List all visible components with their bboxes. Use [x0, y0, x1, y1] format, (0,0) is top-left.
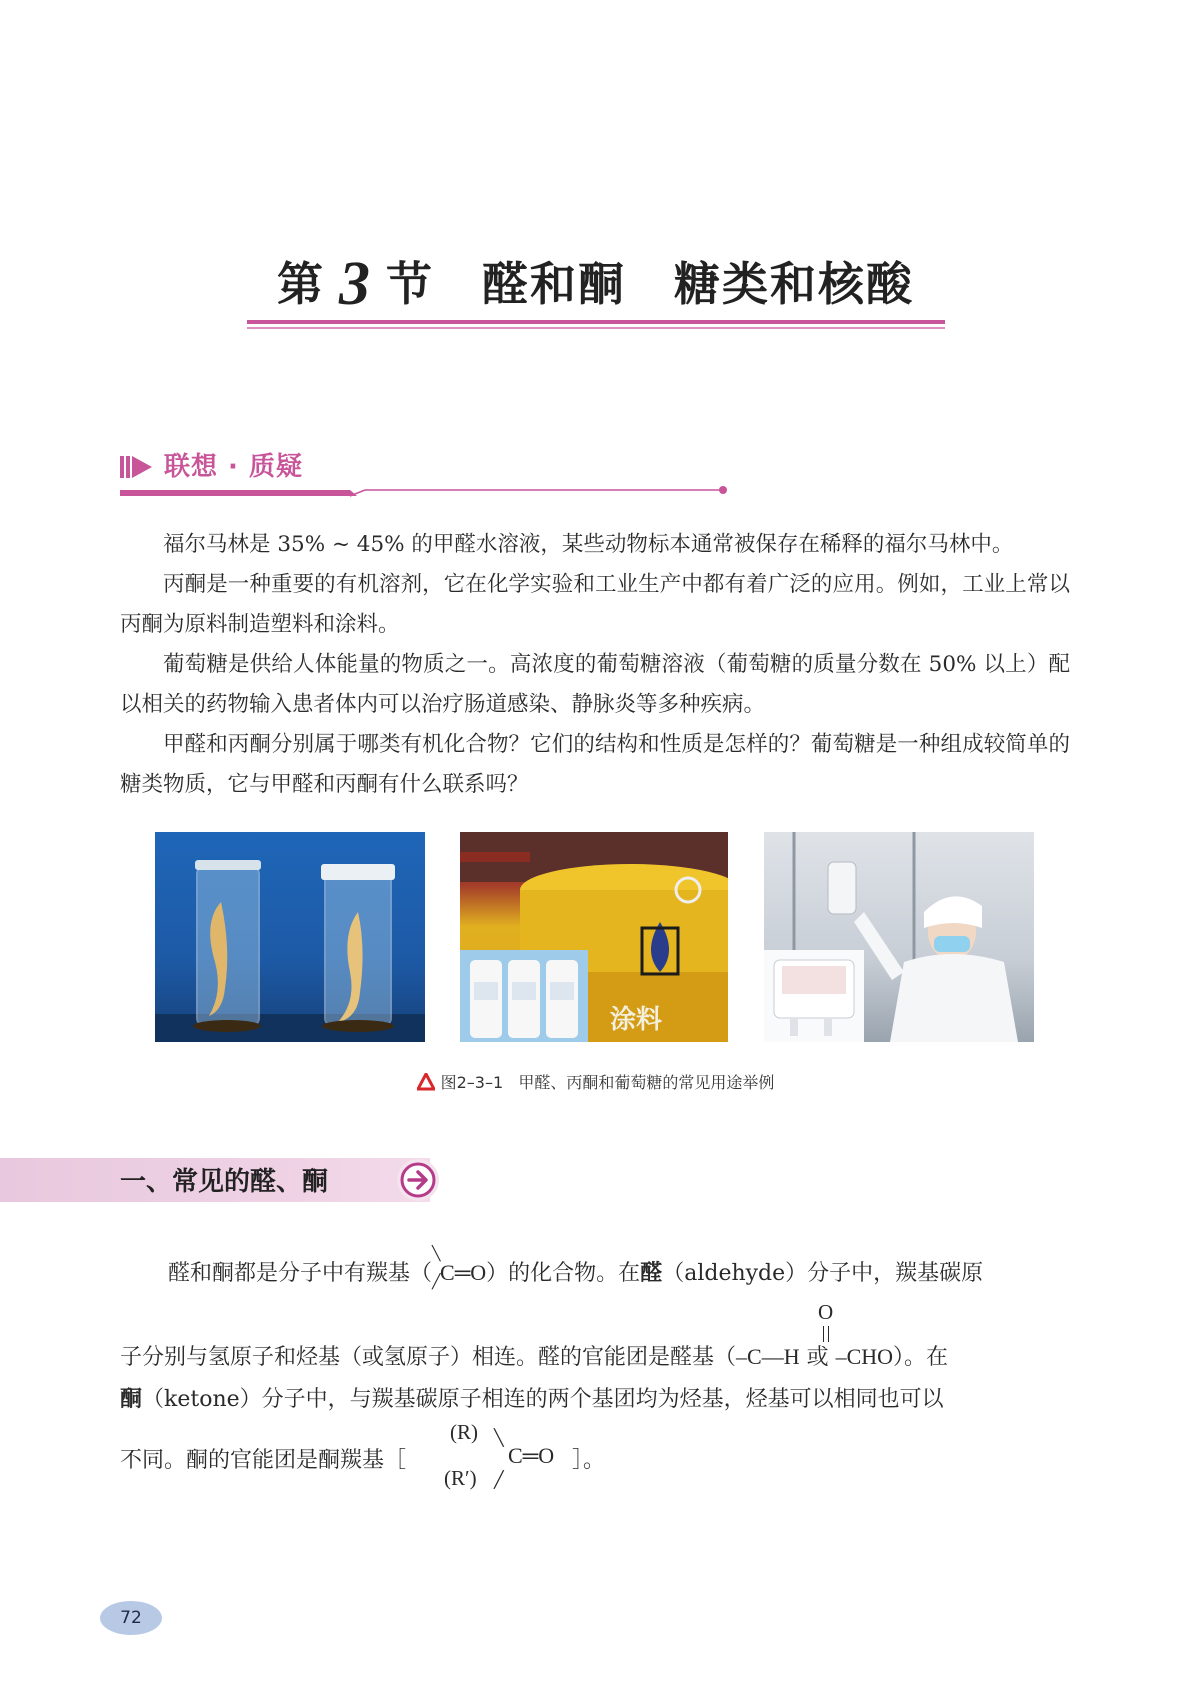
play-arrow-icon	[120, 454, 154, 480]
box-paragraph-formalin: 福尔马林是 35% ~ 45% 的甲醛水溶液，某些动物标本通常被保存在稀释的福尔马林中。	[163, 532, 1014, 557]
term-aldehyde: 醛	[640, 1260, 663, 1286]
figure-caption	[0, 1070, 1191, 1093]
title-topic-1: 醛和酮	[482, 257, 626, 311]
body-text: ）的化合物。在	[486, 1261, 641, 1286]
body-line-3	[120, 1382, 944, 1413]
arrow-right-circle-icon	[395, 1157, 441, 1203]
carbonyl-formula: C═O	[440, 1260, 487, 1285]
caption-triangle-icon	[417, 1073, 435, 1091]
box-paragraph-glucose: 葡萄糖是供给人体能量的物质之一。高浓度的葡萄糖溶液（葡萄糖的质量分数在 50% 以上）配以相关的药物输入患者体内可以治疗肠道感染、静脉炎等多种疾病。	[120, 652, 1070, 717]
cho-formula: –CHO	[835, 1344, 894, 1369]
carbonyl-structure: ╲ ╱ C═O	[432, 1247, 487, 1290]
body-text: （ketone）分子中，与羰基碳原子相连的两个基团均为烃基，烃基可以相同也可以	[142, 1387, 944, 1412]
body-text: 或	[806, 1345, 829, 1370]
caption-number: 图2–3–1	[440, 1073, 504, 1092]
box-text	[120, 525, 1070, 805]
body-line-2	[120, 1340, 948, 1371]
title-topic-2: 糖类和核酸	[674, 257, 914, 311]
body-line-1	[168, 1247, 984, 1290]
ketone-r2: (R′)	[444, 1466, 477, 1490]
body-text: 不同。酮的官能团是酮羰基［	[120, 1448, 407, 1473]
box-heading: 联想 · 质疑	[164, 452, 303, 482]
bond-down-icon: ╲	[494, 1428, 504, 1447]
title-suffix: 节	[386, 257, 434, 311]
page-number: 72	[100, 1601, 162, 1635]
ketone-r1: (R)	[450, 1420, 478, 1444]
section-title	[0, 248, 1191, 320]
paint-bucket-photo	[460, 832, 728, 1042]
specimen-jars-photo	[155, 832, 425, 1042]
title-prefix: 第	[277, 257, 325, 311]
body-line-4	[120, 1443, 406, 1474]
paint-label: 涂料	[610, 1005, 663, 1035]
title-number: 3	[339, 250, 372, 318]
body-text: 醛和酮都是分子中有羰基（	[168, 1261, 433, 1286]
box-heading-rule	[120, 486, 740, 500]
ketone-carbonyl: C═O	[508, 1443, 555, 1468]
aldehyde-group-formula: –C—H	[736, 1344, 800, 1369]
body-text: ）。在	[893, 1345, 949, 1370]
term-ketone: 酮	[120, 1386, 143, 1412]
body-text: （aldehyde）分子中，羰基碳原	[662, 1261, 984, 1286]
nurse-iv-photo	[764, 832, 1034, 1042]
body-text: 子分别与氢原子和烃基（或氢原子）相连。醛的官能团是醛基（	[120, 1345, 737, 1370]
box-paragraph-question: 甲醛和丙酮分别属于哪类有机化合物？它们的结构和性质是怎样的？葡萄糖是一种组成较简单的糖类物质，它与甲醛和丙酮有什么联系吗？	[120, 732, 1070, 797]
title-underline	[247, 320, 945, 324]
caption-text: 甲醛、丙酮和葡萄糖的常见用途举例	[518, 1073, 775, 1092]
title-underline-thin	[247, 327, 945, 329]
body-text-end: ］。	[572, 1448, 606, 1473]
box-paragraph-acetone: 丙酮是一种重要的有机溶剂，它在化学实验和工业生产中都有着广泛的应用。例如，工业上常以丙酮为原料制造塑料和涂料。	[120, 572, 1070, 637]
subsection-heading: 一、常见的醛、酮	[120, 1167, 329, 1197]
aldehyde-oxygen: O	[818, 1300, 834, 1324]
bond-up-icon: ╱	[494, 1470, 504, 1489]
